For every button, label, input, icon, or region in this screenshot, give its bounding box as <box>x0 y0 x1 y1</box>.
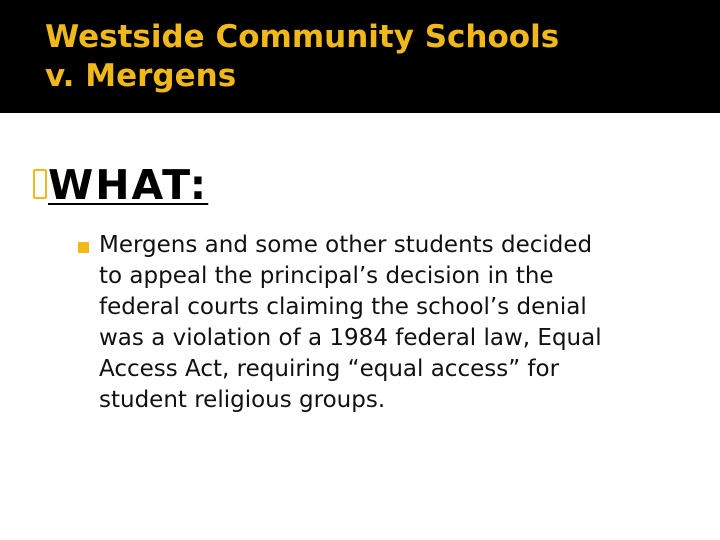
square-bullet-icon <box>78 242 89 253</box>
bullet-text-line: Access Act, requiring “equal access” for <box>99 356 560 382</box>
bullet-text-line: federal courts claiming the school’s denial <box>99 294 587 320</box>
bullet-text-line: to appeal the principal’s decision in the <box>99 263 554 289</box>
bullet-item <box>78 230 688 416</box>
slide-title-line: Westside Community Schools <box>45 19 560 55</box>
section-heading: WHAT: <box>48 161 209 209</box>
slide-title-line: v. Mergens <box>45 58 237 94</box>
missing-glyph-icon <box>33 169 47 199</box>
bullet-text <box>99 230 602 416</box>
title-bar <box>0 0 720 113</box>
bullet-text-line: Mergens and some other students decided <box>99 232 593 258</box>
section-heading-row <box>33 160 208 210</box>
slide-title <box>45 18 685 96</box>
bullet-text-line: student religious groups. <box>99 387 386 413</box>
bullet-text-line: was a violation of a 1984 federal law, Equal <box>99 325 602 351</box>
